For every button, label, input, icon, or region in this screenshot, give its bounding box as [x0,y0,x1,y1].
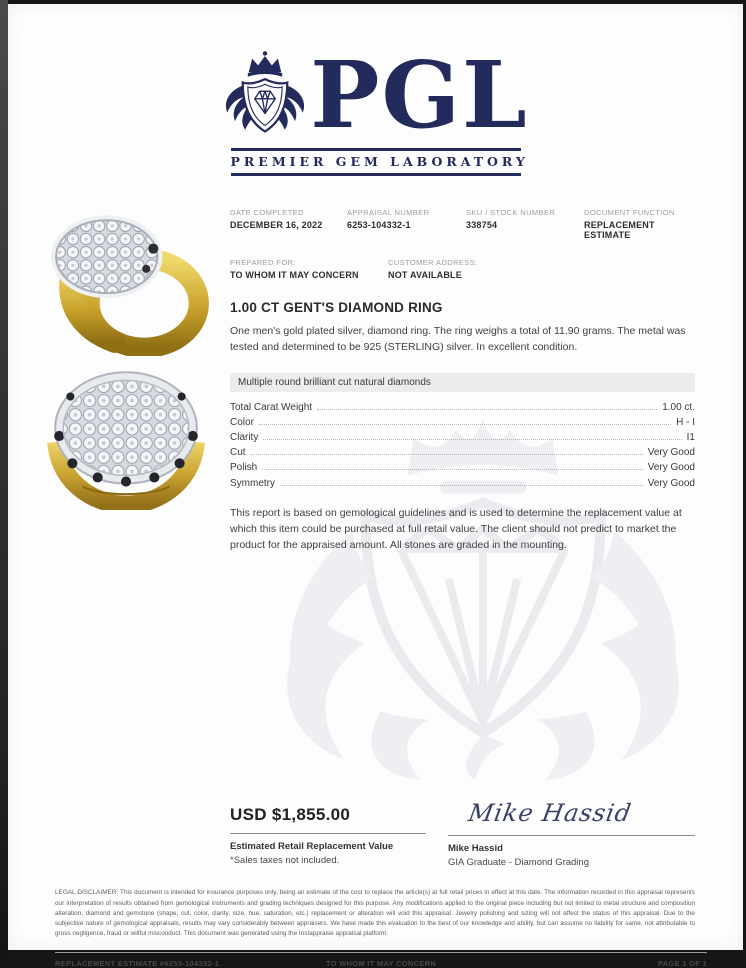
spec-label: Total Carat Weight [230,401,313,413]
item-photos [40,206,212,553]
meta-label: CUSTOMER ADDRESS: [388,258,478,267]
spec-row-cut [230,445,695,460]
meta-value: REPLACEMENT ESTIMATE [584,220,655,240]
footer-estimate-ref: REPLACEMENT ESTIMATE #6253-104332-1 [55,958,220,968]
brand-tagline: PREMIER GEM LABORATORY [230,154,529,169]
spec-value: Very Good [647,447,695,459]
replacement-value-amount: USD $1,855.00 [230,805,351,825]
item-description: One men's gold plated silver, diamond ring. The ring weighs a total of 11.90 grams. The metal was tested and determined to be 925 (STERLING) silver. In excellent condition. [230,325,686,354]
appraiser-signature-block [448,799,695,869]
footer-divider [55,952,707,953]
dotted-leader [251,454,643,455]
meta-value: TO WHOM IT MAY CONCERN [230,270,359,280]
footer-page-number: PAGE 1 OF 1 [657,958,707,968]
dotted-leader [262,469,642,470]
sales-tax-note: *Sales taxes not included. [230,855,340,867]
spec-value: 1.00 ct. [662,401,695,413]
price-block [230,805,426,866]
spec-row-symmetry [230,475,695,490]
spec-label: Clarity [230,432,259,443]
prepared-for-field [230,258,388,280]
spec-value: H - I [676,416,695,428]
item-title: 1.00 CT GENT'S DIAMOND RING [230,300,443,315]
signature-underline [448,835,695,836]
spec-value: Very Good [647,477,695,489]
pgl-crest-icon [222,50,308,146]
spec-label: Symmetry [230,477,275,489]
spec-label: Color [230,416,254,428]
spec-label: Cut [230,447,246,459]
signature-script: Mike Hassid [466,799,634,828]
spec-row-clarity [230,430,695,445]
meta-field-function [584,208,695,240]
ring-photo-top-view [40,364,212,510]
dotted-leader [259,424,671,425]
meta-value: DECEMBER 16, 2022 [230,220,323,230]
diamond-spec-table [230,400,695,491]
recipient-info [230,258,695,280]
spec-row-polish [230,460,695,475]
report-basis-note: This report is based on gemological guidelines and is used to determine the replacement value at which this item could be purchased at full retail value. The client should not predict to market the product for the appraised amount. All stones are graded in the mounting. [230,506,682,552]
spec-value: Very Good [647,462,695,474]
brand-tagline-rule [230,148,529,176]
replacement-value-label: Estimated Retail Replacement Value [230,841,394,853]
meta-label: APPRAISAL NUMBER [347,208,430,217]
valuation-section [8,799,743,869]
meta-label: DOCUMENT FUNCTION [584,208,675,217]
meta-field-date [230,208,345,240]
dotted-leader [317,409,657,410]
price-underline [230,833,426,834]
meta-value: 6253-104332-1 [347,220,411,230]
ring-photo-side-view [40,206,212,356]
brand-name: PGL [310,40,529,149]
spec-value: I1 [686,432,695,443]
meta-value: 338754 [466,220,498,230]
meta-label: PREPARED FOR: [230,258,296,267]
legal-disclaimer: LEGAL DISCLAIMER: This document is intended for insurance purposes only, being an estimate of the cost to replace the article(s) at full retail prices in effect at this date. The information recorded in this appraisal represents our interpretation of results obtained from gemological instruments and grading techniques designed for this purpose. Any modifications applied to the original piece including but not limited to metal structure and composition alteration, diamond and gemstone (shape, cut, color, clarity, size, hue, saturation, etc.) replacement or alteration will void this appraisal. Jewelry polishing and sizing will not affect the status of this appraisal. Due to the subjective nature of gemological appraisals, results may vary considerably between appraisers. We have made this evaluation to the best of our knowledge and ability, but can assume no liability for same, not attributable to gross negligence, fraud or willful misconduct. This document was generated using the Instappraise appraisal platform. [55,889,695,938]
brand-header [8,4,743,176]
photo-border-left [0,0,8,962]
meta-label: SKU / STOCK NUMBER [466,208,556,217]
diamond-section-header: Multiple round brilliant cut natural diamonds [230,373,695,392]
spec-label: Polish [230,462,258,474]
meta-field-sku [466,208,582,240]
dotted-leader [263,439,681,440]
customer-address-field [388,258,695,280]
appraiser-name: Mike Hassid [448,843,503,855]
meta-value: NOT AVAILABLE [388,270,462,280]
spec-row-carat [230,400,695,415]
meta-field-appraisal-number [347,208,464,240]
spec-row-color [230,415,695,430]
footer-recipient: TO WHOM IT MAY CONCERN [325,958,437,968]
meta-label: DATE COMPLETED [230,208,304,217]
appraisal-document-page [8,4,743,968]
dotted-leader [280,485,643,486]
document-meta [230,208,695,240]
page-footer [8,952,743,968]
appraiser-credential: GIA Graduate - Diamond Grading [448,857,589,869]
